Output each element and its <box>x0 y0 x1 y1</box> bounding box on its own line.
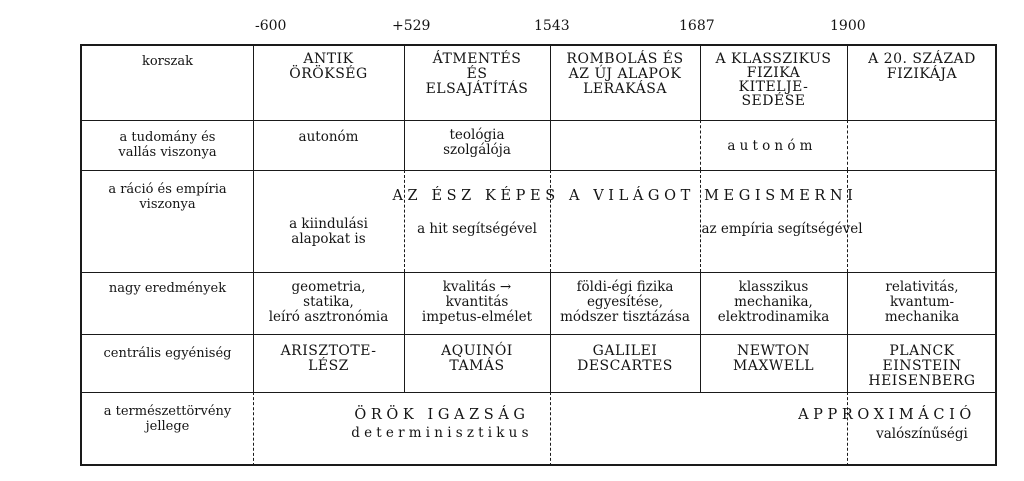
law-cell: valószínűségi <box>876 426 968 442</box>
reason-cell: az empíria segítségével <box>701 221 863 237</box>
row-label-reason: a ráció és empíria viszonya <box>108 182 227 212</box>
column-divider-dashed <box>550 170 551 272</box>
column-divider-dashed <box>404 170 405 272</box>
figure-cell: ARISZTOTE- LÉSZ <box>280 343 377 374</box>
column-divider <box>550 120 551 170</box>
religion-cell: autonóm <box>727 138 817 154</box>
era-cell: ANTIK ÖRÖKSÉG <box>289 51 368 82</box>
year-label: 1543 <box>534 18 570 34</box>
row-divider <box>82 334 995 335</box>
figure-cell: AQUINÓI TAMÁS <box>441 343 513 374</box>
row-divider <box>82 170 995 171</box>
law-cell: ÖRÖK IGAZSÁG <box>354 407 530 423</box>
row-divider <box>82 272 995 273</box>
year-label: 1900 <box>830 18 866 34</box>
row-label-korszak: korszak <box>141 54 194 69</box>
figure-cell: GALILEI DESCARTES <box>577 343 673 374</box>
law-cell: determinisztikus <box>351 425 533 441</box>
era-cell: A 20. SZÁZAD FIZIKÁJA <box>868 51 976 82</box>
era-cell: A KLASSZIKUS FIZIKA KITELJE- SEDÉSE <box>715 51 832 109</box>
column-divider-dashed <box>253 392 254 466</box>
results-cell: relativitás, kvantum- mechanika <box>884 279 960 325</box>
results-cell: földi-égi fizika egyesítése, módszer tisztázása <box>560 279 690 325</box>
row-divider <box>82 392 995 393</box>
year-label: 1687 <box>679 18 715 34</box>
row-label-religion: a tudomány és vallás viszonya <box>118 130 217 160</box>
row-divider <box>82 120 995 121</box>
banner-text: AZ ÉSZ KÉPES A VILÁGOT MEGISMERNI <box>392 188 858 204</box>
religion-cell: teológia szolgálója <box>443 127 511 158</box>
row-label-results: nagy eredmények <box>108 281 227 296</box>
year-label: +529 <box>392 18 431 34</box>
history-table <box>80 44 997 466</box>
era-cell: ROMBOLÁS ÉS AZ ÚJ ALAPOK LERAKÁSA <box>566 51 684 97</box>
era-cell: ÁTMENTÉS ÉS ELSAJÁTÍTÁS <box>425 51 529 97</box>
results-cell: klasszikus mechanika, elektrodinamika <box>717 279 830 325</box>
law-cell: APPROXIMÁCIÓ <box>798 407 976 423</box>
figure-cell: NEWTON MAXWELL <box>732 343 815 374</box>
row-label-law: a természettörvény jellege <box>103 404 232 434</box>
religion-cell: autonóm <box>298 129 359 145</box>
results-cell: geometria, statika, leíró asztronómia <box>268 279 389 325</box>
row-label-figures: centrális egyéniség <box>103 346 232 361</box>
results-cell: kvalitás → kvantitás impetus-elmélet <box>421 279 533 325</box>
reason-cell: a kiindulási alapokat is <box>289 216 368 247</box>
figure-cell: PLANCK EINSTEIN HEISENBERG <box>868 343 976 389</box>
reason-cell: a hit segítségével <box>417 221 537 237</box>
year-label: -600 <box>255 18 287 34</box>
